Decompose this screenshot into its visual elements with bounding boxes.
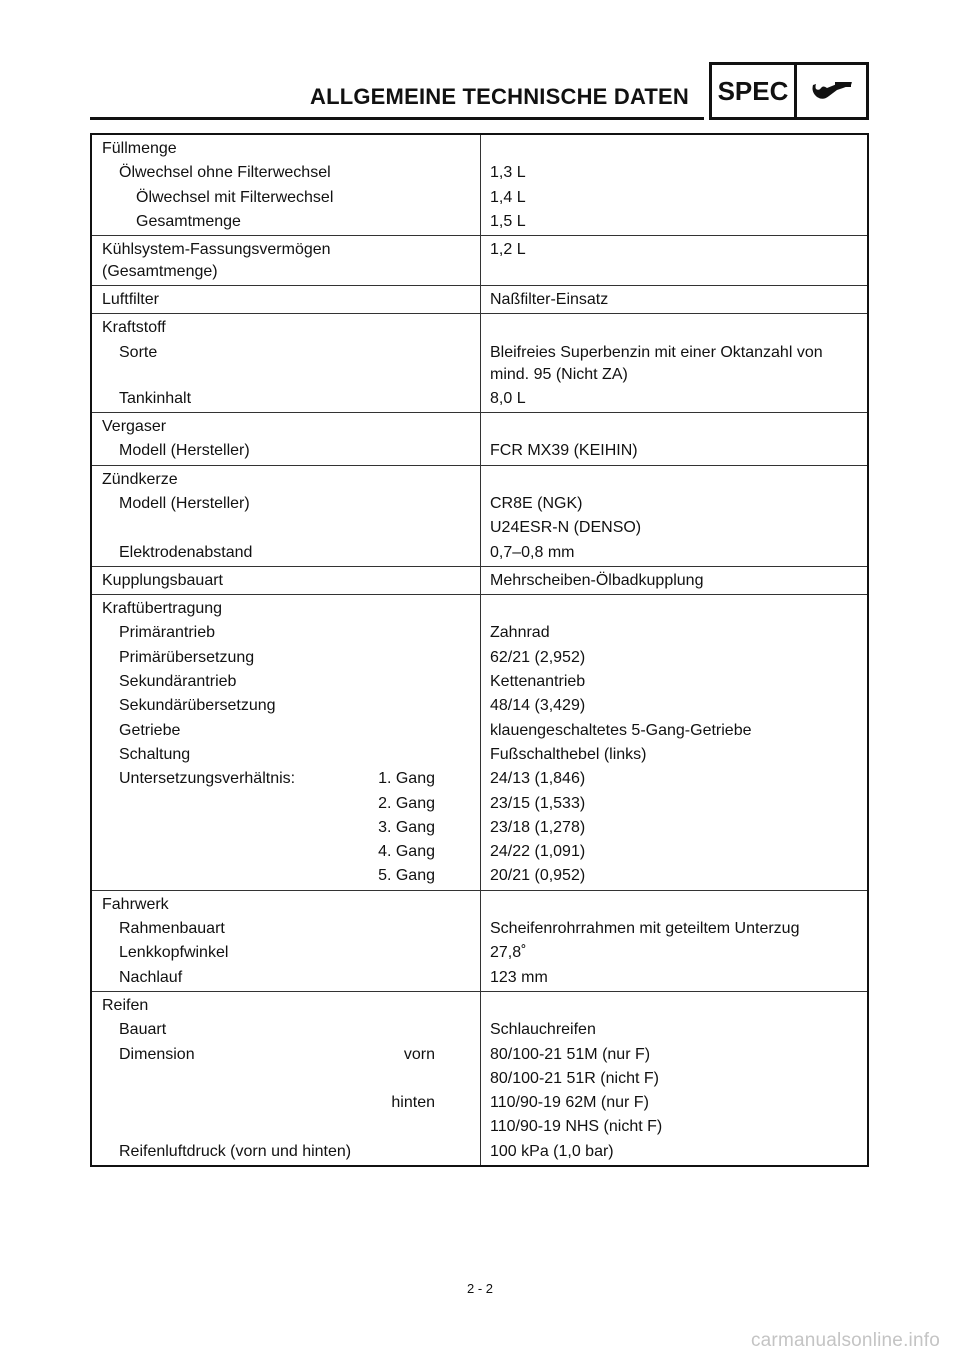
spec-section (92, 285, 867, 313)
spec-sublabel: 5. Gang (378, 867, 435, 885)
spec-value: 48/14 (3,429) (490, 697, 586, 715)
spec-label: Sorte (119, 343, 158, 361)
watermark: carmanualsonline.info (750, 1330, 940, 1351)
spec-value: U24ESR-N (DENSO) (490, 519, 642, 537)
spec-label: Gesamtmenge (136, 212, 241, 230)
spec-label: Dimension (119, 1045, 195, 1063)
spec-value: Schlauchreifen (490, 1021, 596, 1039)
spec-section (92, 890, 867, 991)
page-title: ALLGEMEINE TECHNISCHE DATEN (310, 84, 690, 109)
spec-label: Kupplungsbauart (102, 571, 223, 589)
spec-label: Lenkkopfwinkel (119, 944, 229, 962)
spec-label: Kühlsystem-Fassungsvermögen (Gesamtmenge) (102, 241, 331, 281)
column-divider (480, 567, 481, 594)
spec-value: 23/18 (1,278) (490, 818, 586, 836)
spec-label: Nachlauf (119, 968, 183, 986)
column-divider (480, 314, 481, 412)
spec-value: FCR MX39 (KEIHIN) (490, 442, 638, 460)
spec-value: klauengeschaltetes 5-Gang-Getriebe (490, 721, 752, 739)
spec-value: Kettenantrieb (490, 673, 586, 691)
spec-label: SPEC (712, 65, 797, 117)
spec-label: Getriebe (119, 721, 181, 739)
spec-value: 23/15 (1,533) (490, 794, 586, 812)
spec-section (92, 465, 867, 566)
spec-label: Reifenluftdruck (vorn und hinten) (119, 1142, 352, 1160)
spec-label: Untersetzungsverhältnis: (119, 770, 296, 788)
spec-label: Bauart (119, 1021, 167, 1039)
header-rule (90, 117, 704, 120)
spec-value: 123 mm (490, 968, 548, 986)
spec-value: Naßfilter-Einsatz (490, 291, 609, 309)
spec-sublabel: 4. Gang (378, 843, 435, 861)
spec-value: Scheifenrohrrahmen mit geteiltem Unterzug (490, 920, 800, 938)
spec-label: Primärantrieb (119, 624, 216, 642)
spec-label: Modell (Hersteller) (119, 494, 250, 512)
spec-value: 80/100-21 51R (nicht F) (490, 1069, 659, 1087)
spec-label: Tankinhalt (119, 389, 192, 407)
spec-label: Fahrwerk (102, 895, 169, 913)
spec-sublabel: vorn (403, 1045, 435, 1063)
spec-section (92, 135, 867, 235)
spec-sublabel: 3. Gang (378, 818, 435, 836)
spec-value: 24/22 (1,091) (490, 843, 586, 861)
spec-section (92, 991, 867, 1165)
spec-label: Kraftstoff (102, 319, 166, 337)
spec-label: Ölwechsel mit Filterwechsel (136, 188, 334, 206)
column-divider (480, 236, 481, 285)
column-divider (480, 135, 481, 235)
column-divider (480, 413, 481, 465)
spec-label: Luftfilter (102, 291, 159, 309)
spec-value: Zahnrad (490, 624, 550, 642)
spec-value: 27,8˚ (490, 944, 527, 962)
spec-badge (709, 62, 869, 120)
spec-value: 1,4 L (490, 188, 526, 206)
spec-sublabel: 1. Gang (378, 770, 435, 788)
spec-section (92, 235, 867, 285)
spec-label: Füllmenge (102, 140, 177, 157)
spec-value: 62/21 (2,952) (490, 648, 586, 666)
spec-value: 100 kPa (1,0 bar) (490, 1142, 614, 1160)
column-divider (480, 891, 481, 991)
spec-table (90, 133, 869, 1167)
spec-value: 80/100-21 51M (nur F) (490, 1045, 651, 1063)
spec-section (92, 566, 867, 594)
spec-value: Fußschalthebel (links) (490, 745, 647, 763)
spec-value: 110/90-19 62M (nur F) (490, 1094, 649, 1112)
spec-value: 20/21 (0,952) (490, 867, 586, 885)
spec-label: Reifen (102, 996, 149, 1014)
spec-section (92, 594, 867, 890)
column-divider (480, 595, 481, 890)
spec-sublabel: 2. Gang (378, 794, 435, 812)
spec-value: 24/13 (1,846) (490, 770, 586, 788)
spec-label: Zündkerze (102, 470, 178, 488)
spec-label: Sekundärübersetzung (119, 697, 276, 715)
spec-value: 8,0 L (490, 389, 526, 407)
spec-value: 110/90-19 NHS (nicht F) (490, 1118, 663, 1136)
spec-section (92, 313, 867, 412)
spec-label: Schaltung (119, 745, 191, 763)
spec-label: Vergaser (102, 418, 167, 436)
spec-value: Bleifreies Superbenzin mit einer Oktanzahl von mind. 95 (Nicht ZA) (490, 343, 823, 383)
spec-value: CR8E (NGK) (490, 494, 583, 512)
spec-value: 0,7–0,8 mm (490, 543, 575, 561)
page-number: 2 - 2 (466, 1281, 493, 1296)
spec-section (92, 412, 867, 465)
spec-label: Rahmenbauart (119, 920, 225, 938)
spec-label: Primärübersetzung (119, 648, 255, 666)
spec-sublabel: hinten (391, 1094, 435, 1112)
spec-label: Sekundärantrieb (119, 673, 237, 691)
spec-label: Ölwechsel ohne Filterwechsel (119, 164, 331, 182)
spec-value: 1,5 L (490, 212, 526, 230)
spec-label: Modell (Hersteller) (119, 442, 250, 460)
spec-label: Elektrodenabstand (119, 543, 253, 561)
spec-label: Kraftübertragung (102, 600, 223, 618)
column-divider (480, 286, 481, 313)
column-divider (480, 466, 481, 566)
spec-value: 1,3 L (490, 164, 526, 182)
spec-value: 1,2 L (490, 241, 526, 259)
spec-value: Mehrscheiben-Ölbadkupplung (490, 571, 704, 589)
column-divider (480, 992, 481, 1165)
wrench-icon (807, 76, 857, 106)
